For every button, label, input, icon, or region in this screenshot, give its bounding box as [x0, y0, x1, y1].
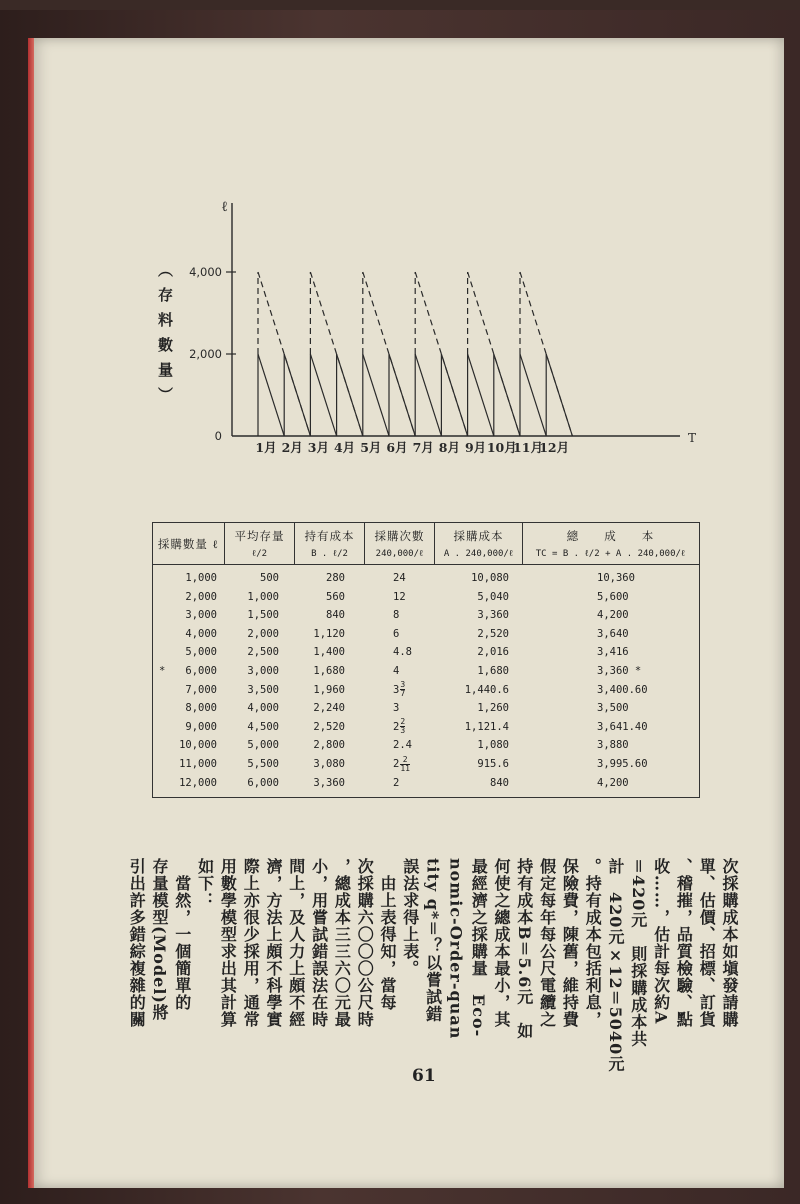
cell-avg-stock: 3,000 [247, 665, 279, 677]
cell-avg-stock: 3,500 [247, 683, 279, 696]
cell-purchase-cost: 10,080 [471, 572, 509, 584]
cell-holding-cost: 1,120 [313, 627, 345, 640]
fraction-denominator: 3 [400, 726, 406, 736]
solid-depletion-line [546, 354, 572, 436]
cell-order-times [393, 718, 405, 736]
cell-order-times: 2 [393, 776, 400, 789]
solid-depletion-line [520, 354, 546, 436]
cell-holding-cost: 3,360 [313, 776, 345, 789]
cell-holding-cost: 280 [326, 572, 345, 584]
cell-holding-cost: 2,520 [313, 720, 345, 733]
cell-total-cost: 3,880 [597, 739, 629, 752]
header-holding-cost: 持有成本 B . ℓ/2 [295, 523, 365, 565]
solid-depletion-line [337, 354, 363, 436]
cell-order-qty: 11,000 [179, 758, 217, 770]
text-column: 用數學模型求出其計算 [218, 858, 238, 1028]
text-column: 持有成本B＝5.6元 如 [514, 858, 534, 1040]
text-column: 際上亦很少採用，通常 [241, 858, 261, 1028]
fraction [400, 681, 405, 698]
month-label: 9月 [464, 440, 487, 455]
cell-order-times: 12 [393, 590, 406, 603]
fraction-whole: 2 [393, 758, 400, 770]
header-order-times: 採購次數 240,000/ℓ [365, 523, 435, 565]
text-column: 最經濟之採購量 Eco- [469, 858, 489, 1038]
text-column: ＝420元 則採購成本共 [628, 858, 648, 1048]
cell-total-cost: 3,400.60 [597, 683, 648, 696]
text-column: 計 420元×12＝5040元 [606, 858, 625, 1073]
text-column: 。持有成本包括利息， [583, 858, 603, 1028]
month-label: 10月 [486, 440, 517, 455]
cell-holding-cost: 560 [326, 590, 345, 603]
text-column: 當然，一個簡單的 [172, 858, 192, 1011]
cell-purchase-cost: 1,440.6 [464, 683, 509, 696]
y-tick-label: 4,000 [189, 265, 222, 279]
y-axis-title: （存料數量） [156, 262, 174, 412]
text-column: tity q*＝？以嘗試錯 [423, 858, 443, 1023]
cell-total-cost: 3,360 * [597, 665, 642, 677]
solid-depletion-line [389, 354, 415, 436]
cell-order-times [393, 681, 405, 699]
cell-order-times [393, 755, 410, 773]
eoq-cost-table [152, 522, 700, 798]
month-label: 1月 [255, 440, 277, 455]
cell-total-cost: 4,200 [597, 776, 629, 789]
cell-avg-stock: 2,500 [247, 646, 279, 659]
cell-purchase-cost: 5,040 [477, 590, 509, 603]
solid-depletion-line [363, 354, 389, 436]
cell-order-qty: 12,000 [179, 776, 217, 789]
month-label: 11月 [513, 440, 543, 455]
cell-order-times: 4 [393, 665, 400, 677]
text-column: 單、估價、招標、訂貨 [697, 858, 717, 1028]
text-column: 由上表得知，當每 [378, 858, 397, 1011]
solid-depletion-line [415, 354, 441, 436]
cell-order-times: 24 [393, 572, 406, 584]
cell-purchase-cost: 2,016 [477, 646, 509, 659]
cell-order-qty: 8,000 [185, 702, 217, 715]
cell-order-qty: 1,000 [185, 572, 217, 584]
x-axis-letter: T [688, 431, 697, 445]
cell-total-cost: 10,360 [597, 572, 635, 584]
y-axis-letter: ℓ [221, 199, 228, 215]
cell-holding-cost: 840 [326, 609, 345, 622]
cell-total-cost: 3,640 [597, 627, 629, 640]
fraction [400, 756, 410, 773]
header-purchase-cost: 採購成本 A . 240,000/ℓ [435, 523, 523, 565]
fraction-numerator: 2 [400, 756, 410, 765]
fraction-denominator: 11 [400, 763, 410, 773]
cell-total-cost: 3,416 [597, 646, 629, 659]
cell-avg-stock: 1,500 [247, 609, 279, 622]
text-column: 存量模型(Model)將 [150, 858, 169, 1021]
text-column: 濟，方法上頗不科學實 [264, 858, 283, 1028]
text-column: 次採購成本如塡發請購 [720, 858, 739, 1028]
inventory-sawtooth-chart [0, 0, 800, 500]
y-tick-label: 0 [214, 429, 222, 443]
solid-depletion-line [258, 354, 284, 436]
text-column: 次採購六〇〇〇公尺時 [355, 858, 375, 1028]
cell-avg-stock: 500 [260, 572, 279, 584]
solid-depletion-line [468, 354, 494, 436]
solid-depletion-line [494, 354, 520, 436]
month-label: 5月 [360, 440, 382, 455]
chart-axes [226, 203, 680, 436]
text-column: 引出許多錯綜複雜的關 [127, 858, 147, 1028]
text-column: 假定每年每公尺電纜之 [537, 858, 557, 1028]
cell-avg-stock: 6,000 [247, 776, 279, 789]
text-column: 收……，估計每次約A [651, 858, 671, 1025]
cell-order-qty: 4,000 [185, 627, 217, 640]
month-label: 12月 [539, 440, 570, 455]
cell-order-qty: 10,000 [179, 739, 217, 752]
fraction-numerator: 2 [400, 717, 406, 727]
cell-order-qty: 2,000 [185, 590, 217, 603]
cell-holding-cost: 2,800 [313, 739, 345, 752]
text-column: nomic-Order-quan [446, 858, 466, 1040]
text-column: 誤法求得上表。 [400, 858, 420, 977]
month-label: 6月 [386, 440, 408, 455]
month-label: 4月 [333, 440, 356, 455]
cell-order-qty: 5,000 [185, 646, 217, 659]
cell-order-times: 2.4 [393, 739, 412, 752]
cell-holding-cost: 1,400 [313, 646, 345, 659]
cell-order-times: 3 [393, 702, 400, 715]
cell-avg-stock: 5,500 [247, 758, 279, 770]
header-order-qty: 採購數量 ℓ [153, 523, 225, 565]
text-column: 、稽摧，品質檢驗、點 [674, 858, 694, 1028]
text-column: 小，用嘗試錯誤法在時 [309, 858, 329, 1028]
cell-avg-stock: 4,000 [247, 702, 279, 715]
cell-order-times: 6 [393, 627, 400, 640]
text-column: 如下： [195, 858, 215, 909]
table-header-row [153, 523, 699, 565]
cell-order-qty: 9,000 [185, 720, 217, 733]
cell-order-times: 4.8 [393, 646, 412, 659]
cell-holding-cost: 3,080 [313, 758, 345, 770]
cell-avg-stock: 5,000 [247, 739, 279, 752]
cell-order-qty: 7,000 [185, 683, 217, 696]
cell-purchase-cost: 2,520 [477, 627, 509, 640]
cell-purchase-cost: 1,680 [477, 665, 509, 677]
cell-order-times: 8 [393, 609, 400, 622]
cell-total-cost: 3,500 [597, 702, 629, 715]
cell-purchase-cost: 1,260 [477, 702, 509, 715]
cell-purchase-cost: 1,121.4 [464, 720, 509, 733]
cell-purchase-cost: 3,360 [477, 609, 509, 622]
cell-total-cost: 5,600 [597, 590, 629, 603]
header-total-cost: 總 成 本 TC = B . ℓ/2 + A . 240,000/ℓ [535, 529, 686, 559]
fraction-whole: 3 [393, 683, 400, 696]
fraction [400, 718, 405, 735]
cell-total-cost: 4,200 [597, 609, 629, 622]
cell-avg-stock: 1,000 [247, 590, 279, 603]
page-number: 61 [412, 1066, 436, 1086]
text-column: 間上，及人力上頗不經 [286, 858, 306, 1028]
cell-avg-stock: 4,500 [247, 720, 279, 733]
month-label: 3月 [307, 440, 330, 455]
cell-holding-cost: 1,680 [313, 665, 345, 677]
month-label: 8月 [438, 440, 461, 455]
cell-purchase-cost: 1,080 [477, 739, 509, 752]
month-label: 2月 [281, 440, 303, 455]
cell-total-cost: 3,995.60 [597, 758, 648, 770]
fraction-denominator: 7 [400, 689, 406, 699]
month-label: 7月 [412, 440, 434, 455]
header-avg-stock: 平均存量 ℓ/2 [225, 523, 295, 565]
y-tick-label: 2,000 [189, 347, 222, 361]
cell-order-qty: 6,000 [185, 665, 217, 677]
cell-total-cost: 3,641.40 [597, 720, 648, 733]
cell-purchase-cost: 915.6 [477, 758, 509, 770]
cell-purchase-cost: 840 [490, 776, 509, 789]
text-column: 保險費，陳舊，維持費 [560, 858, 580, 1028]
solid-depletion-line [310, 354, 336, 436]
fraction-numerator: 3 [400, 680, 406, 690]
text-column: 何使之總成本最小，其 [492, 858, 511, 1028]
chart-labels [189, 199, 696, 455]
text-column: ，總成本三三六〇元最 [332, 858, 352, 1028]
cell-avg-stock: 2,000 [247, 627, 279, 640]
row-marker: * [159, 665, 166, 677]
cell-holding-cost: 2,240 [313, 702, 345, 715]
solid-depletion-line [441, 354, 467, 436]
cell-holding-cost: 1,960 [313, 683, 345, 696]
cell-order-qty: 3,000 [185, 609, 217, 622]
fraction-whole: 2 [393, 720, 400, 733]
chart-series [258, 272, 572, 436]
solid-depletion-line [284, 354, 310, 436]
